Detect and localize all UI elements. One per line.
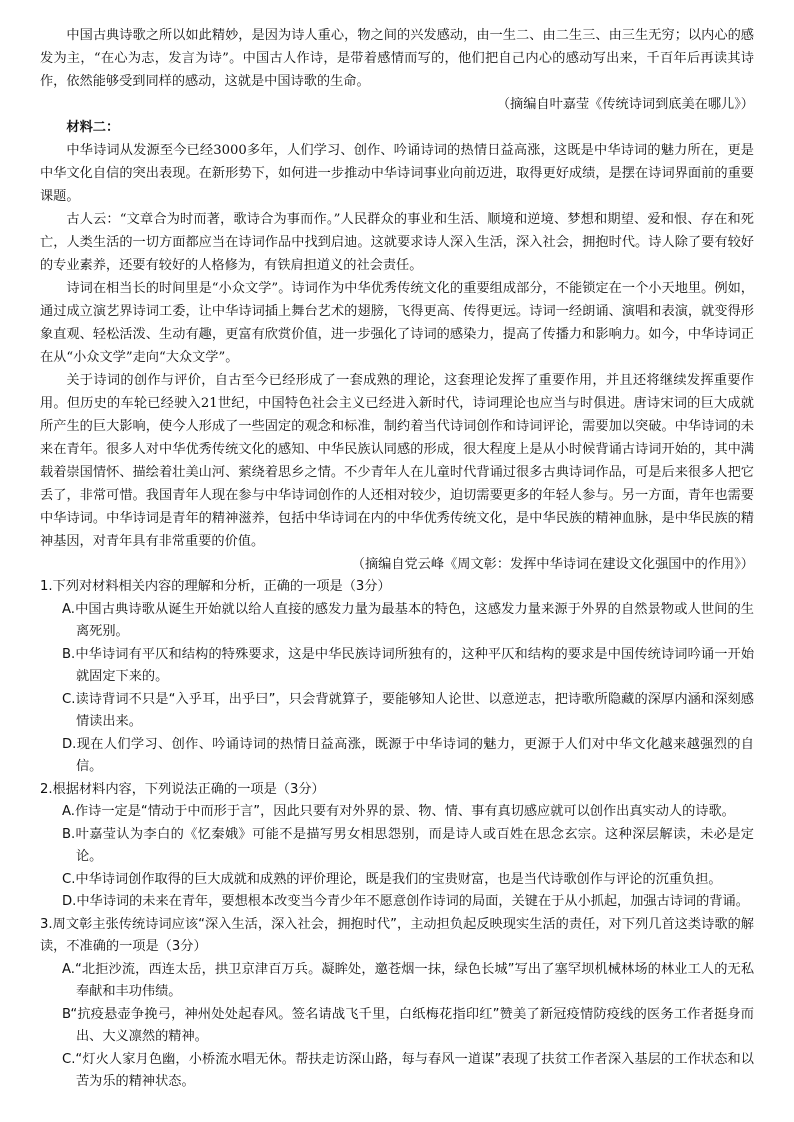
material-two-paragraph: 关于诗词的创作与评价，自古至今已经形成了一套成熟的理论，这套理论发挥了重要作用，并且还将继续发挥重要作用。但历史的车轮已经驶入21世纪，中国特色社会主义已经进入新时代，诗词理论也应当与时俱进。唐诗宋词的巨大成就所产生的巨大影响，使今人形成了一些固定的观念和标准，制约着当代诗词创作和诗词评论，需要加以突破。中华诗词的未来在青年。很多人对中华优秀传统文化的感知、中华民族认同感的形成，很大程度上是从小时候背诵古诗词开始的，其中满载着崇国情怀、描绘着壮美山河、萦绕着思乡之情。不少青年人在儿童时代背诵过很多古典诗词作品，可是后来很多人把它丢了，非常可惜。我国青年人现在参与中华诗词创作的人还相对较少，迫切需要更多的年轻人参与。另一方面，青年也需要中华诗词。中华诗词是青年的精神滋养，包括中华诗词在内的中华优秀传统文化，是中华民族的精神血脉，是中华民族的精神基因，对青年具有非常重要的价值。 (40, 373, 754, 549)
material-two-source: （摘编自党云峰《周文彰：发挥中华诗词在建设文化强国中的作用》） (351, 557, 754, 572)
answer-option: B.中华诗词有平仄和结构的特殊要求，这是中华民族诗词所独有的，这种平仄和结构的要求是中国传统诗词吟诵一开始就固定下来的。 (62, 646, 754, 684)
answer-option: C.“灯火人家月色幽，小桥流水唱无休。帮扶走访深山路，每与春风一道谋”表现了扶贫工作者深入基层的工作状态和以苦为乐的精神状态。 (62, 1051, 754, 1089)
material-two-paragraph: 诗词在相当长的时间里是“小众文学”。诗词作为中华优秀传统文化的重要组成部分，不能锁定在一个小天地里。例如，通过成立演艺界诗词工委，让中华诗词插上舞台艺术的翅膀，飞得更高、传得更远。诗词一经朗诵、演唱和表演，就变得形象直观、轻松活泼、生动有趣，更富有欣赏价值，进一步强化了诗词的感染力，提高了传播力和影响力。如今，中华诗词正在从“小众文学”走向“大众文学”。 (40, 281, 754, 365)
material-one-source: （摘编自叶嘉莹《传统诗词到底美在哪儿》） (496, 97, 754, 112)
material-two-heading: 材料二： (66, 120, 120, 135)
material-two-paragraph: 中华诗词从发源至今已经3000多年，人们学习、创作、吟诵诗词的热情日益高涨，这既是中华诗词的魅力所在，更是中华文化自信的突出表现。在新形势下，如何进一步推动中华诗词事业向前迈进，取得更好成绩，是摆在诗词界面前的重要课题。 (40, 143, 754, 204)
material-one-paragraph: 中国古典诗歌之所以如此精妙，是因为诗人重心，物之间的兴发感动，由一生二、由二生三、由三生无穷；以内心的感发为主，“在心为志，发言为诗”。中国古人作诗，是带着感情而写的，他们把自己内心的感动写出来，千百年后再读其诗作，依然能够受到同样的感动，这就是中国诗歌的生命。 (40, 28, 754, 89)
material-two-paragraph: 古人云：“文章合为时而著，歌诗合为事而作。”人民群众的事业和生活、顺境和逆境、梦想和期望、爱和恨、存在和死亡，人类生活的一切方面都应当在诗词作品中找到启迪。这就要求诗人深入生活，深入社会，拥抱时代。诗人除了要有较好的专业素养，还要有较好的人格修为，有铁肩担道义的社会责任。 (40, 212, 754, 273)
answer-option: C.中华诗词创作取得的巨大成就和成熟的评价理论，既是我们的宝贵财富，也是当代诗歌创作与评论的沉重负担。 (62, 871, 722, 887)
answer-option: A.作诗一定是“情动于中而形于言”，因此只要有对外界的景、物、情、事有真切感应就可以创作出真实动人的诗歌。 (62, 804, 735, 819)
question-2 (40, 779, 754, 914)
answer-option: C.读诗背词不只是“入乎耳，出乎曰”，只会背就算子，要能够知人论世、以意逆志，把诗歌所隐藏的深厚内涵和深刻感情读出来。 (62, 691, 754, 729)
question-3 (40, 914, 754, 1094)
question-stem: 1.下列对材料相关内容的理解和分析，正确的一项是（3分） (40, 579, 391, 594)
question-stem: 3.周文彰主张传统诗词应该“深入生活，深入社会，拥抱时代”，主动担负起反映现实生活的责任，对下列几首这类诗歌的解读，不准确的一项是（3分） (40, 916, 754, 954)
answer-option: A.“北拒沙流，西连太岳，拱卫京津百万兵。凝眸处，邀苍烟一抹，绿色长城”写出了塞罕坝机械林场的林业工人的无私奉献和丰功伟绩。 (62, 961, 754, 999)
answer-option: D.现在人们学习、创作、吟诵诗词的热情日益高涨，既源于中华诗词的魅力，更源于人们对中华文化越来越强烈的自信。 (62, 736, 754, 774)
answer-option: A.中国古典诗歌从诞生开始就以给人直接的感发力量为最基本的特色，这感发力量来源于外界的自然景物或人世间的生离死别。 (62, 601, 754, 639)
question-stem: 2.根据材料内容，下列说法正确的一项是（3分） (40, 781, 325, 797)
material-two (40, 116, 754, 576)
question-1 (40, 576, 754, 779)
answer-option: B.叶嘉莹认为李白的《忆秦娥》可能不是描写男女相思怨别，而是诗人或百姓在思念玄宗。这种深层解读，未必是定论。 (62, 826, 754, 864)
answer-option: B“抗疫悬壶争挽弓，神州处处起春风。签名请战飞千里，白纸梅花指印红”赞美了新冠疫情防疫线的医务工作者挺身而出、大义凛然的精神。 (62, 1006, 754, 1044)
material-one-excerpt (40, 24, 754, 116)
answer-option: D.中华诗词的未来在青年，要想根本改变当今青少年不愿意创作诗词的局面，关键在于从小抓起，加强古诗词的背诵。 (62, 894, 749, 909)
